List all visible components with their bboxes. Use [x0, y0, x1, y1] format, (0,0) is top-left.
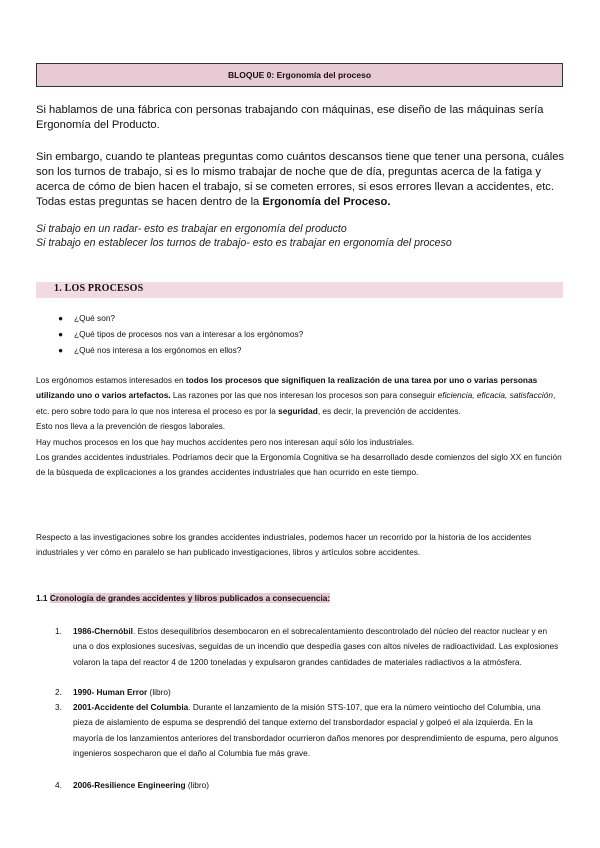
list-item: [55, 700, 560, 778]
list-item-body: . Durante el lanzamiento de la misión STS-107, que era la número veintiocho del Columbia, una pieza de aislamiento de espuma se desprendió del tanque externo del transbordador espacial y golpeó el ala izquierda. En la mayoría de los lanzamientos anteriores del transbordador ocurrieron daños menores por desprendimiento de espuma, pero algunos ingenieros sospecharon que el daño al Columbia fue más grave.: [73, 702, 559, 759]
intro-paragraph-process: [36, 150, 566, 210]
bullet-text: ¿Qué son?: [74, 313, 116, 323]
list-item: [58, 326, 303, 342]
list-item: [55, 778, 560, 794]
list-text: [73, 778, 560, 793]
list-number: 4.: [55, 780, 62, 790]
list-item: [58, 310, 115, 326]
section-heading-processes: 1. LOS PROCESOS: [54, 283, 144, 294]
example-process-line: Si trabajo en establecer los turnos de trabajo- esto es trabajar en ergonomía del proceso: [36, 237, 452, 249]
text-run-italic: eficiencia, eficacia, satisfacción: [437, 390, 553, 401]
bullet-icon: ●: [58, 313, 64, 323]
list-number: 1.: [55, 626, 62, 636]
text-line: Los grandes accidentes industriales. Podríamos decir que la Ergonomía Cognitiva se ha desarrollado desde comienzos del siglo XX en función de la búsqueda de explicaciones a los grandes accidentes industriales que han ocurrido en este tiempo.: [36, 452, 562, 478]
list-item-body: (libro): [147, 687, 171, 697]
subsection-heading: [36, 593, 330, 603]
text-run: , es decir, la prevención de accidentes.: [317, 405, 461, 416]
list-item-body: (libro): [185, 780, 210, 790]
text-run-bold: seguridad: [278, 405, 318, 416]
process-ergonomics-term: Ergonomía del Proceso.: [262, 196, 391, 208]
list-text: [73, 700, 560, 762]
list-number: 2.: [55, 687, 62, 697]
processes-paragraph: [36, 373, 566, 481]
list-item-title: 2001-Accidente del Columbia: [73, 702, 189, 712]
list-text: [73, 624, 560, 670]
list-item: [55, 685, 560, 701]
list-text: [73, 685, 560, 700]
text-line: Hay muchos procesos en los que hay muchos accidentes pero nos interesan aquí sólo los industriales.: [36, 436, 415, 447]
list-item-body: . Estos desequilibrios desembocaron en el sobrecalentamiento descontrolado del núcleo del reactor nuclear y en una o dos explosiones sucesivas, seguidas de un incendio que despedía gases con altos niveles de radioactividad. Las explosiones volaron la tapa del reactor 4 de 1200 toneladas y expulsaron grandes cantidades de materiales radiactivos a la atmósfera.: [73, 626, 559, 667]
list-item: [55, 624, 560, 686]
intro-paragraph-process-text: Sin embargo, cuando te planteas preguntas como cuántos descansos tiene que tener una persona, cuáles son los turnos de trabajo, si es lo mismo trabajar de noche que de día, preguntas acerca de la fatiga y acerca de cómo de bien hacen el trabajo, si se cometen errores, si esos errores llevan a accidentes, etc. Todas estas preguntas se hacen dentro de la: [36, 151, 565, 208]
research-paragraph: Respecto a las investigaciones sobre los grandes accidentes industriales, podemos hacer un recorrido por la historia de los accidentes industriales y ver cómo en paralelo se han publicado investigaciones, libros y artículos sobre accidentes.: [36, 532, 532, 558]
list-number: 3.: [55, 702, 62, 712]
example-product-line: Si trabajo en un radar- esto es trabajar en ergonomía del producto: [36, 223, 347, 235]
text-run: , etc. pero sobre todo para lo que nos interesa el proceso es por la: [36, 390, 556, 416]
bullet-text: ¿Qué tipos de procesos nos van a interesar a los ergónomos?: [74, 329, 304, 339]
text-line: Esto nos lleva a la prevención de riesgos laborales.: [36, 421, 226, 432]
bullet-text: ¿Qué nos interesa a los ergónomos en ellos?: [74, 345, 242, 355]
list-item-title: 1990- Human Error: [73, 687, 148, 697]
text-run: Las razones por las que nos interesan los procesos son para conseguir: [170, 390, 438, 401]
text-run-bold: todos los procesos que signifiquen la realización de una tarea por uno o varias personas utilizando uno o varios artefactos.: [36, 375, 538, 401]
list-item: [58, 342, 241, 358]
bullet-icon: ●: [58, 345, 64, 355]
subsection-number: 1.1: [36, 593, 48, 603]
block-title-banner: BLOQUE 0: Ergonomía del proceso: [36, 63, 563, 87]
list-item-title: 2006-Resilience Engineering: [73, 780, 186, 790]
bullet-icon: ●: [58, 329, 64, 339]
intro-paragraph-product: Si hablamos de una fábrica con personas trabajando con máquinas, ese diseño de las máquinas sería Ergonomía del Producto.: [36, 104, 544, 131]
subsection-title: Cronología de grandes accidentes y libros publicados a consecuencia:: [49, 593, 331, 603]
list-item-title: 1986-Chernóbil: [73, 626, 133, 636]
text-run: Los ergónomos estamos interesados en: [36, 375, 186, 385]
